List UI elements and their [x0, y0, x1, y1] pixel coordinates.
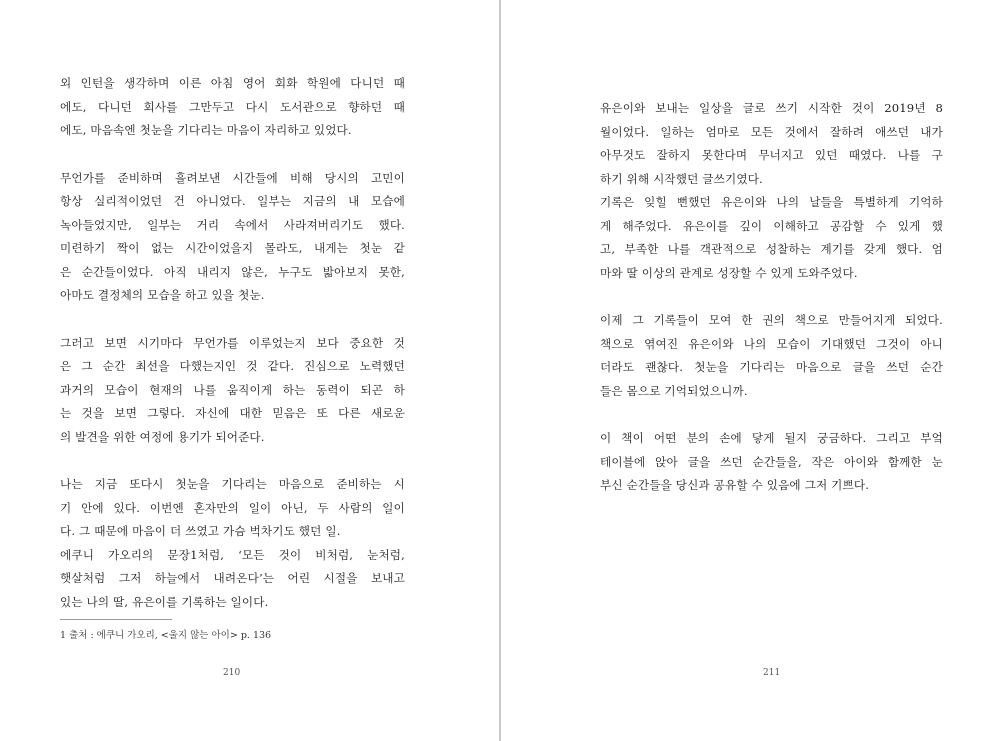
text-line: 아마도 결정체의 모습을 하고 있을 첫눈. — [60, 288, 265, 302]
text-line: 그러고 보면 시기마다 무언가를 이루었는지 보다 중요한 것 — [60, 335, 405, 350]
text-line: 고, 부족한 나를 객관적으로 성찰하는 계기를 갖게 했다. 엄 — [600, 242, 943, 256]
text-line: 하기 위해 시작했던 글쓰기였다. — [600, 171, 763, 186]
text-line: 에쿠니 가오리의 문장1처럼, ‘모든 것이 비처럼, 눈처럼, — [60, 547, 405, 562]
text-line: 부신 순간들을 당신과 공유할 수 있음에 그저 기쁘다. — [600, 478, 870, 492]
text-line: 녹아들었지만, 일부는 거리 속에서 사라져버리기도 했다. — [60, 217, 405, 232]
page-number: 210 — [223, 668, 241, 678]
text-line: 미련하기 짝이 없는 시간이었을지 몰라도, 내게는 첫눈 같 — [60, 241, 405, 255]
right-page — [501, 0, 1000, 741]
text-line: 나는 지금 또다시 첫눈을 기다리는 마음으로 준비하는 시 — [60, 477, 405, 491]
text-line: 테이블에 앉아 글을 쓰던 순간들을, 작은 아이와 함께한 눈 — [600, 454, 943, 469]
text-line: 의 발견을 위한 여정에 용기가 되어준다. — [60, 429, 265, 444]
right-body-text — [600, 97, 943, 522]
text-line: 아무것도 잘하지 못한다며 무너지고 있던 때였다. 나를 구 — [600, 148, 943, 162]
left-paragraph-4 — [60, 473, 405, 614]
right-paragraph-1 — [600, 97, 943, 285]
text-line: 에도, 마음속엔 첫눈을 기다리는 마음이 자리하고 있었다. — [60, 123, 352, 137]
left-paragraph-2 — [60, 167, 405, 308]
right-paragraph-3 — [600, 427, 943, 498]
text-line: 은 순간들이었다. 아직 내리지 않은, 누구도 밟아보지 못한, — [60, 264, 405, 279]
footnote: 1 출처 : 에쿠니 가오리, <울지 않는 아이> p. 136 — [60, 630, 272, 641]
text-line: 책으로 엮여진 유은이와 나의 모습이 기대했던 그것이 아니 — [600, 336, 943, 351]
right-paragraph-2 — [600, 309, 943, 403]
text-line: 은 그 순간 최선을 다했는지인 것 같다. 진심으로 노력했던 — [60, 359, 405, 373]
text-line: 는 것을 보면 그렇다. 자신에 대한 믿음은 또 다른 새로운 — [60, 406, 405, 420]
text-line: 기 안에 있다. 이번엔 혼자만의 일이 아닌, 두 사람의 일이 — [60, 500, 405, 515]
text-line: 유은이와 보내는 일상을 글로 쓰기 시작한 것이 2019년 8 — [600, 101, 943, 115]
text-line: 햇살처럼 그저 하늘에서 내려온다’는 어린 시절을 보내고 — [60, 571, 405, 585]
text-line: 있는 나의 딸, 유은이를 기록하는 일이다. — [60, 594, 269, 609]
text-line: 기록은 잊힐 뻔했던 유은이와 나의 날들을 특별하게 기억하 — [600, 195, 943, 209]
left-body-text — [60, 72, 405, 638]
text-line: 이 책이 어떤 분의 손에 닿게 될지 궁금하다. 그리고 부엌 — [600, 431, 943, 445]
text-line: 들은 몸으로 기억되었으니까. — [600, 383, 748, 398]
page-number: 211 — [763, 668, 781, 678]
text-line: 에도, 다니던 회사를 그만두고 다시 도서관으로 향하던 때 — [60, 99, 405, 114]
text-line: 게 해주었다. 유은이를 깊이 이해하고 공감할 수 있게 했 — [600, 218, 943, 233]
text-line: 마와 딸 이상의 관계로 성장할 수 있게 도와주었다. — [600, 265, 858, 280]
text-line: 다. 그 때문에 마음이 더 쓰였고 가슴 벅차기도 했던 일. — [60, 524, 341, 538]
text-line: 무언가를 준비하며 흘려보낸 시간들에 비해 당시의 고민이 — [60, 170, 405, 185]
text-line: 이제 그 기록들이 모여 한 권의 책으로 만들어지게 되었다. — [600, 313, 943, 327]
left-paragraph-1 — [60, 72, 405, 143]
text-line: 과거의 모습이 현재의 나를 움직이게 하는 동력이 되곤 하 — [60, 382, 405, 397]
text-line: 더라도 괜찮다. 첫눈을 기다리는 마음으로 글을 쓰던 순간 — [600, 360, 943, 374]
left-paragraph-3 — [60, 332, 405, 450]
text-line: 항상 실리적이었던 건 아니었다. 일부는 지금의 내 모습에 — [60, 194, 405, 208]
text-line: 월이었다. 일하는 엄마로 모든 것에서 잘하려 애쓰던 내가 — [600, 124, 943, 139]
footnote-divider — [60, 619, 172, 620]
text-line: 외 인턴을 생각하며 이른 아침 영어 회화 학원에 다니던 때 — [60, 76, 405, 90]
